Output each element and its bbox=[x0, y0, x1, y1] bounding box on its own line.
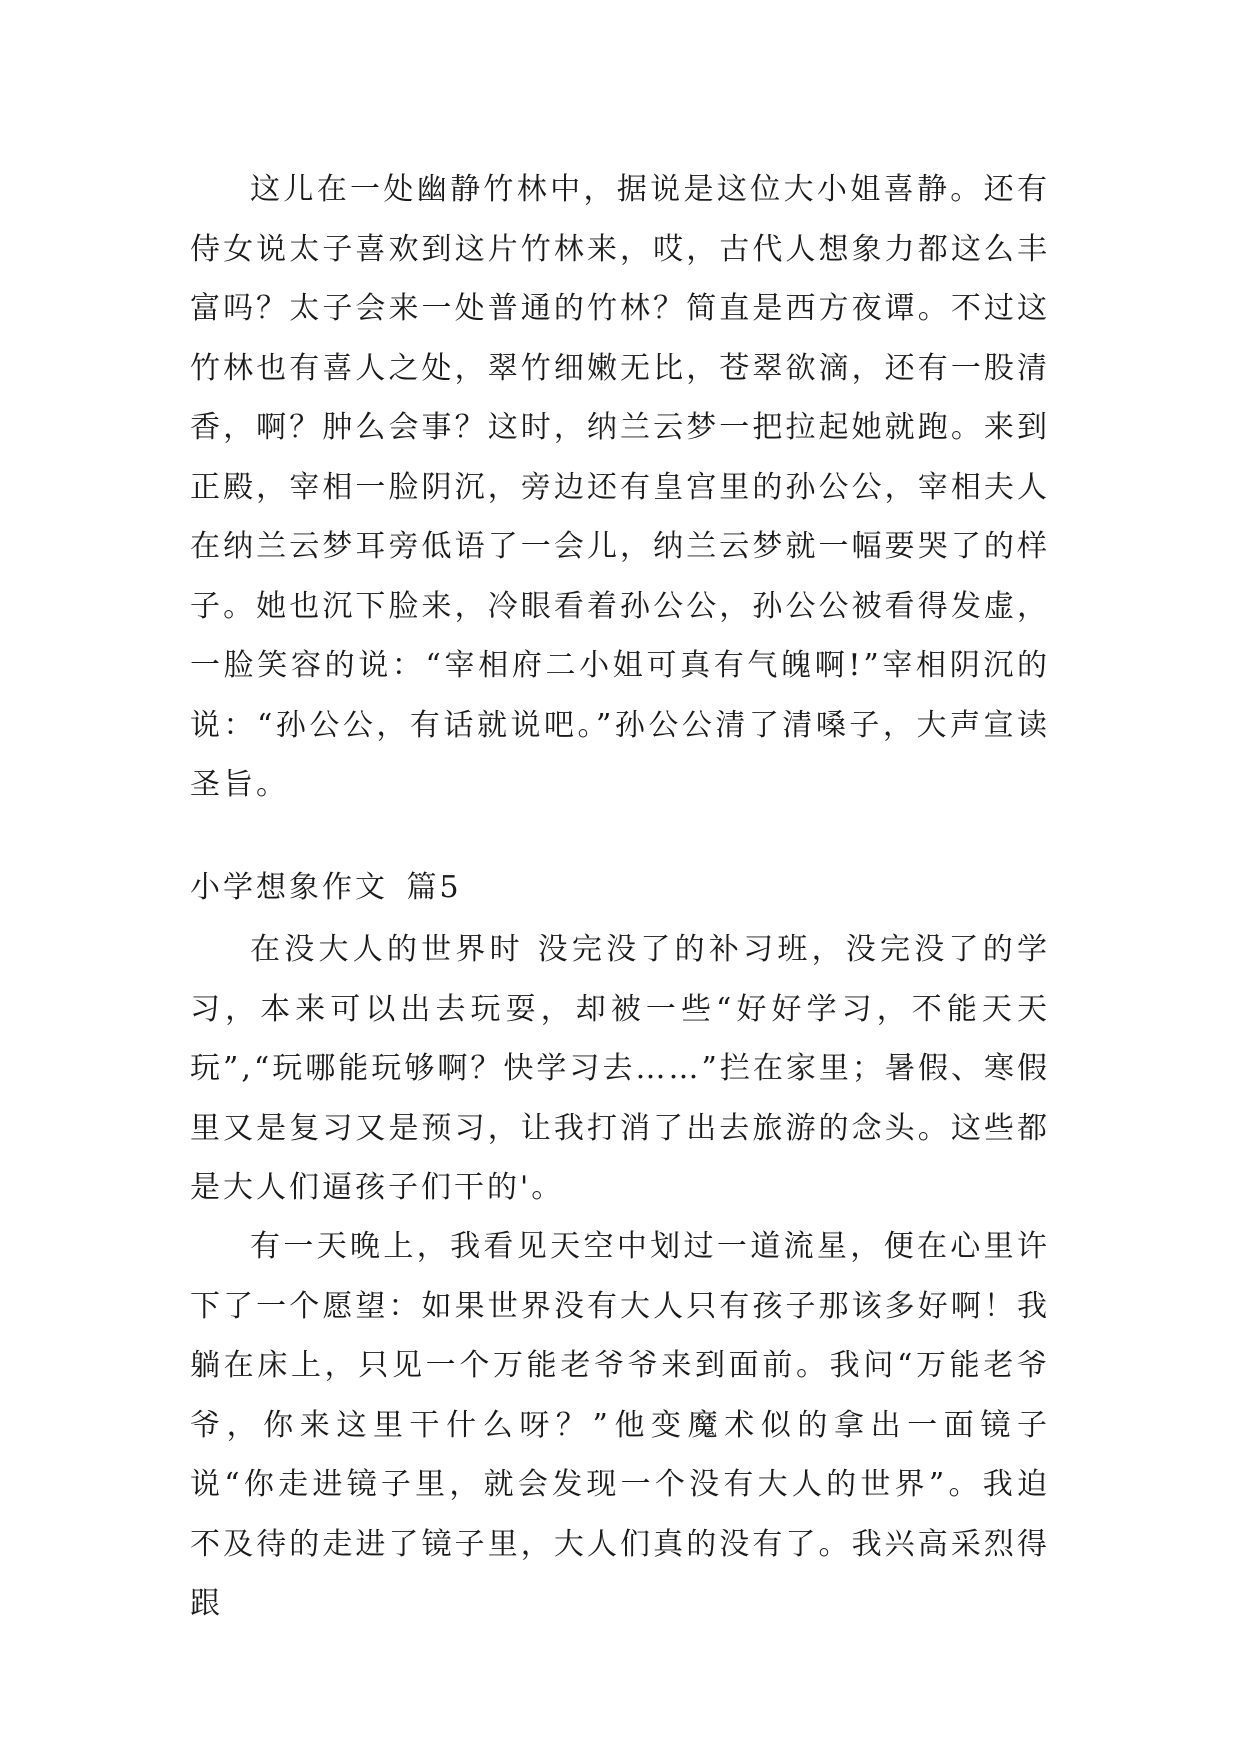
paragraph-block bbox=[190, 1217, 1050, 1634]
paragraph-story-continuation: 这儿在一处幽静竹林中，据说是这位大小姐喜静。还有侍女说太子喜欢到这片竹林来，哎，古代人想象力都这么丰富吗？太子会来一处普通的竹林？简直是西方夜谭。不过这竹林也有喜人之处，翠竹细嫩无比，苍翠欲滴，还有一股清香，啊？肿么会事？这时，纳兰云梦一把拉起她就跑。来到正殿，宰相一脸阴沉，旁边还有皇宫里的孙公公，宰相夫人在纳兰云梦耳旁低语了一会儿，纳兰云梦就一幅要哭了的样子。她也沉下脸来，冷眼看着孙公公，孙公公被看得发虚，一脸笑容的说：“宰相府二小姐可真有气魄啊!”宰相阴沉的说：“孙公公，有话就说吧。”孙公公清了清嗓子，大声宣读圣旨。 bbox=[190, 172, 1050, 802]
paragraph-block bbox=[190, 920, 1050, 1218]
section-heading-block bbox=[190, 858, 1050, 918]
paragraph-block bbox=[190, 160, 1050, 815]
section-heading: 小学想象作文 篇5 bbox=[190, 870, 462, 905]
paragraph-intro: 在没大人的世界时 没完没了的补习班，没完没了的学习，本来可以出去玩耍，却被一些“好好学习，不能天天玩”,“玩哪能玩够啊？快学习去……”拦在家里；暑假、寒假里又是复习又是预习，让我打消了出去旅游的念头。这些都是大人们逼孩子们干的'。 bbox=[190, 932, 1050, 1205]
paragraph-wish: 有一天晚上，我看见天空中划过一道流星，便在心里许下了一个愿望：如果世界没有大人只有孩子那该多好啊！我躺在床上，只见一个万能老爷爷来到面前。我问“万能老爷爷，你来这里干什么呀？”他变魔术似的拿出一面镜子说“你走进镜子里，就会发现一个没有大人的世界”。我迫不及待的走进了镜子里，大人们真的没有了。我兴高采烈得跟 bbox=[190, 1229, 1050, 1621]
